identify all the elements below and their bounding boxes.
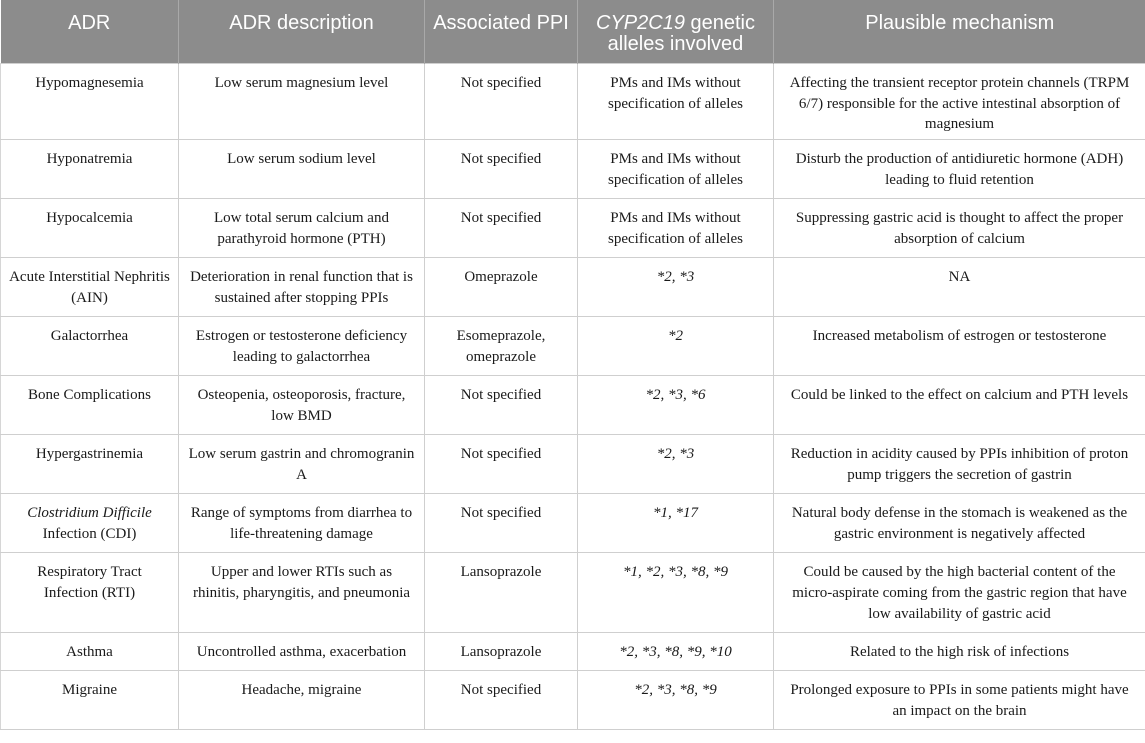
cell-alleles: PMs and IMs without specification of alleles [578,64,774,140]
header-gene-name: CYP2C19 [596,12,685,34]
cell-mechanism: Related to the high risk of infections [774,633,1145,671]
cell-alleles: *2, *3, *8, *9 [578,671,774,730]
header-ppi: Associated PPI [425,0,578,64]
table-row [1,64,1145,140]
table-row [1,553,1145,633]
cell-adr [1,494,179,553]
cell-adr: Hypomagnesemia [1,64,179,140]
cell-mechanism: Prolonged exposure to PPIs in some patients might have an impact on the brain [774,671,1145,730]
cell-alleles: *2, *3 [578,258,774,317]
cell-adr-rest: Infection (CDI) [42,525,137,542]
cell-description: Uncontrolled asthma, exacerbation [179,633,425,671]
table-row [1,633,1145,671]
cell-adr: Hypergastrinemia [1,435,179,494]
table-row [1,435,1145,494]
cell-adr: Acute Interstitial Nephritis (AIN) [1,258,179,317]
cell-description: Low serum sodium level [179,140,425,199]
cell-ppi: Not specified [425,64,578,140]
cell-description: Headache, migraine [179,671,425,730]
cell-ppi: Omeprazole [425,258,578,317]
cell-ppi: Esomeprazole, omeprazole [425,317,578,376]
cell-adr: Galactorrhea [1,317,179,376]
cell-description: Low total serum calcium and parathyroid hormone (PTH) [179,199,425,258]
table-row [1,199,1145,258]
table-row [1,376,1145,435]
cell-description: Osteopenia, osteoporosis, fracture, low BMD [179,376,425,435]
table-row [1,671,1145,730]
cell-mechanism: Suppressing gastric acid is thought to affect the proper absorption of calcium [774,199,1145,258]
header-alleles-text: genetic alleles involved [607,12,755,55]
table-row [1,494,1145,553]
cell-description: Low serum magnesium level [179,64,425,140]
cell-alleles: *2, *3 [578,435,774,494]
cell-alleles: *2 [578,317,774,376]
header-alleles [578,0,774,64]
cell-description: Range of symptoms from diarrhea to life-threatening damage [179,494,425,553]
cell-mechanism: Affecting the transient receptor protein channels (TRPM 6/7) responsible for the active intestinal absorption of magnesium [774,64,1145,140]
cell-ppi: Not specified [425,494,578,553]
cell-adr: Hypocalcemia [1,199,179,258]
cell-adr: Migraine [1,671,179,730]
cell-mechanism: Could be linked to the effect on calcium and PTH levels [774,376,1145,435]
cell-ppi: Not specified [425,140,578,199]
cell-description: Deterioration in renal function that is sustained after stopping PPIs [179,258,425,317]
cell-ppi: Not specified [425,671,578,730]
cell-adr: Bone Complications [1,376,179,435]
cell-ppi: Not specified [425,199,578,258]
header-adr: ADR [1,0,179,64]
cell-mechanism: Could be caused by the high bacterial content of the micro-aspirate coming from the gastric region that have low availability of gastric acid [774,553,1145,633]
cell-alleles: *1, *2, *3, *8, *9 [578,553,774,633]
cell-mechanism: Increased metabolism of estrogen or testosterone [774,317,1145,376]
cell-ppi: Not specified [425,435,578,494]
cell-adr: Asthma [1,633,179,671]
cell-mechanism: Natural body defense in the stomach is weakened as the gastric environment is negatively affected [774,494,1145,553]
cell-alleles: *2, *3, *8, *9, *10 [578,633,774,671]
cell-alleles: *1, *17 [578,494,774,553]
cell-mechanism: Reduction in acidity caused by PPIs inhibition of proton pump triggers the secretion of gastrin [774,435,1145,494]
table-header-row [1,0,1145,64]
cell-adr: Respiratory Tract Infection (RTI) [1,553,179,633]
cell-adr-organism: Clostridium Difficile [27,505,152,522]
header-mechanism: Plausible mechanism [774,0,1145,64]
cell-description: Upper and lower RTIs such as rhinitis, pharyngitis, and pneumonia [179,553,425,633]
cell-mechanism: Disturb the production of antidiuretic hormone (ADH) leading to fluid retention [774,140,1145,199]
cell-alleles: PMs and IMs without specification of alleles [578,199,774,258]
cell-alleles: *2, *3, *6 [578,376,774,435]
table-row [1,258,1145,317]
cell-description: Estrogen or testosterone deficiency leading to galactorrhea [179,317,425,376]
cell-alleles: PMs and IMs without specification of alleles [578,140,774,199]
cell-mechanism: NA [774,258,1145,317]
cell-ppi: Lansoprazole [425,633,578,671]
cell-ppi: Not specified [425,376,578,435]
cell-adr: Hyponatremia [1,140,179,199]
table-row [1,317,1145,376]
table-row [1,140,1145,199]
cell-description: Low serum gastrin and chromogranin A [179,435,425,494]
header-description: ADR description [179,0,425,64]
cell-ppi: Lansoprazole [425,553,578,633]
